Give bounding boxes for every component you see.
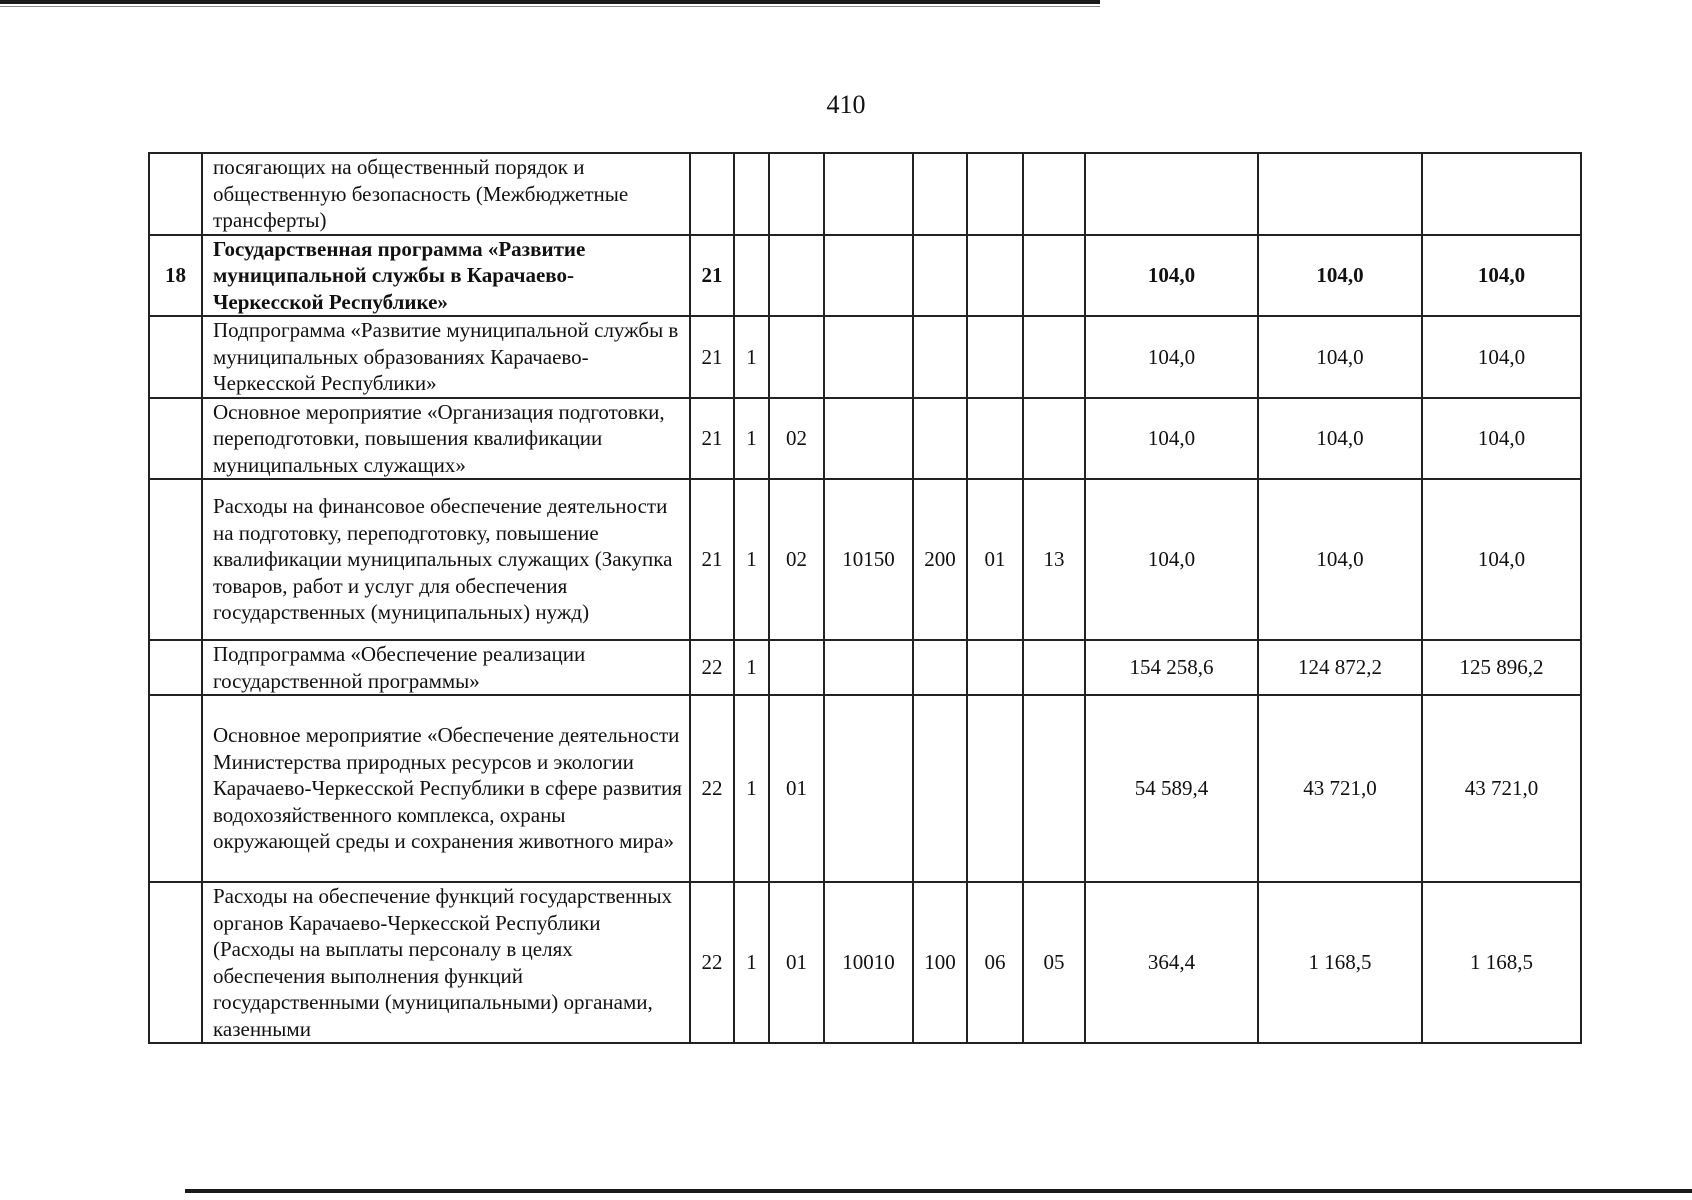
code-section — [967, 153, 1023, 235]
row-name: посягающих на общественный порядок и общественную безопасность (Межбюджетные трансферты) — [202, 153, 690, 235]
top-border-line — [0, 0, 1100, 4]
budget-table — [148, 152, 1582, 1044]
code-expense-type: 200 — [913, 479, 967, 640]
code-om: 02 — [769, 398, 824, 480]
code-subsection — [1023, 316, 1085, 398]
amount-year-2: 104,0 — [1258, 398, 1422, 480]
table-row — [149, 479, 1581, 640]
amount-year-1: 364,4 — [1085, 882, 1258, 1043]
code-subsection — [1023, 153, 1085, 235]
row-number — [149, 316, 202, 398]
amount-year-2: 43 721,0 — [1258, 695, 1422, 882]
code-gp: 22 — [690, 695, 734, 882]
code-expense-type: 100 — [913, 882, 967, 1043]
row-name: Подпрограмма «Обеспечение реализации государственной программы» — [202, 640, 690, 695]
row-number — [149, 695, 202, 882]
code-gp: 22 — [690, 640, 734, 695]
code-section — [967, 398, 1023, 480]
code-pp: 1 — [734, 640, 769, 695]
row-number — [149, 398, 202, 480]
table-row — [149, 398, 1581, 480]
code-direction — [824, 640, 913, 695]
code-subsection — [1023, 640, 1085, 695]
code-expense-type — [913, 695, 967, 882]
amount-year-3: 125 896,2 — [1422, 640, 1581, 695]
code-section — [967, 316, 1023, 398]
code-om — [769, 316, 824, 398]
amount-year-1: 104,0 — [1085, 479, 1258, 640]
row-name: Подпрограмма «Развитие муниципальной службы в муниципальных образованиях Карачаево-Черкесской Республики» — [202, 316, 690, 398]
code-pp — [734, 153, 769, 235]
amount-year-3: 43 721,0 — [1422, 695, 1581, 882]
row-number — [149, 640, 202, 695]
row-name: Расходы на финансовое обеспечение деятельности на подготовку, переподготовку, повышение квалификации муниципальных служащих (Закупка товаров, работ и услуг для обеспечения государственных (муниципальных) нужд) — [202, 479, 690, 640]
row-number — [149, 153, 202, 235]
code-subsection: 05 — [1023, 882, 1085, 1043]
row-name: Расходы на обеспечение функций государственных органов Карачаево-Черкесской Республики (Расходы на выплаты персоналу в целях обеспечения выполнения функций государственными (муниципальными) органами, казенными — [202, 882, 690, 1043]
code-gp: 21 — [690, 479, 734, 640]
code-expense-type — [913, 235, 967, 317]
amount-year-1: 104,0 — [1085, 398, 1258, 480]
amount-year-1: 104,0 — [1085, 316, 1258, 398]
code-expense-type — [913, 316, 967, 398]
code-om: 02 — [769, 479, 824, 640]
code-om: 01 — [769, 882, 824, 1043]
code-section — [967, 695, 1023, 882]
code-subsection — [1023, 695, 1085, 882]
code-direction — [824, 153, 913, 235]
code-direction — [824, 398, 913, 480]
code-om — [769, 640, 824, 695]
code-gp: 22 — [690, 882, 734, 1043]
code-direction: 10010 — [824, 882, 913, 1043]
code-section: 01 — [967, 479, 1023, 640]
amount-year-3: 104,0 — [1422, 316, 1581, 398]
code-subsection — [1023, 398, 1085, 480]
row-number — [149, 882, 202, 1043]
code-section: 06 — [967, 882, 1023, 1043]
amount-year-3: 1 168,5 — [1422, 882, 1581, 1043]
row-number: 18 — [149, 235, 202, 317]
code-direction — [824, 695, 913, 882]
code-direction — [824, 235, 913, 317]
code-om: 01 — [769, 695, 824, 882]
code-subsection — [1023, 235, 1085, 317]
code-pp: 1 — [734, 882, 769, 1043]
code-section — [967, 235, 1023, 317]
code-section — [967, 640, 1023, 695]
code-expense-type — [913, 153, 967, 235]
amount-year-3 — [1422, 153, 1581, 235]
row-number — [149, 479, 202, 640]
table-row — [149, 695, 1581, 882]
amount-year-2: 1 168,5 — [1258, 882, 1422, 1043]
table-row — [149, 235, 1581, 317]
code-expense-type — [913, 398, 967, 480]
code-pp: 1 — [734, 316, 769, 398]
table-row — [149, 640, 1581, 695]
code-pp: 1 — [734, 695, 769, 882]
table-row — [149, 316, 1581, 398]
table-row — [149, 153, 1581, 235]
amount-year-2: 104,0 — [1258, 479, 1422, 640]
code-direction — [824, 316, 913, 398]
bottom-border-line — [185, 1189, 1692, 1193]
table-row — [149, 882, 1581, 1043]
code-om — [769, 235, 824, 317]
row-name: Государственная программа «Развитие муниципальной службы в Карачаево-Черкесской Республике» — [202, 235, 690, 317]
code-expense-type — [913, 640, 967, 695]
code-direction: 10150 — [824, 479, 913, 640]
code-pp — [734, 235, 769, 317]
code-pp: 1 — [734, 479, 769, 640]
code-subsection: 13 — [1023, 479, 1085, 640]
amount-year-2 — [1258, 153, 1422, 235]
top-border-line-thin — [0, 6, 1100, 7]
code-gp — [690, 153, 734, 235]
amount-year-3: 104,0 — [1422, 479, 1581, 640]
amount-year-2: 124 872,2 — [1258, 640, 1422, 695]
amount-year-1: 104,0 — [1085, 235, 1258, 317]
amount-year-1: 154 258,6 — [1085, 640, 1258, 695]
amount-year-2: 104,0 — [1258, 316, 1422, 398]
code-gp: 21 — [690, 398, 734, 480]
row-name: Основное мероприятие «Организация подготовки, переподготовки, повышения квалификации муниципальных служащих» — [202, 398, 690, 480]
code-pp: 1 — [734, 398, 769, 480]
code-om — [769, 153, 824, 235]
row-name: Основное мероприятие «Обеспечение деятельности Министерства природных ресурсов и экологии Карачаево-Черкесской Республики в сфере развития водохозяйственного комплекса, охраны окружающей среды и сохранения животного мира» — [202, 695, 690, 882]
page-number: 410 — [826, 90, 866, 119]
code-gp: 21 — [690, 316, 734, 398]
code-gp: 21 — [690, 235, 734, 317]
amount-year-3: 104,0 — [1422, 398, 1581, 480]
amount-year-3: 104,0 — [1422, 235, 1581, 317]
amount-year-2: 104,0 — [1258, 235, 1422, 317]
amount-year-1: 54 589,4 — [1085, 695, 1258, 882]
amount-year-1 — [1085, 153, 1258, 235]
